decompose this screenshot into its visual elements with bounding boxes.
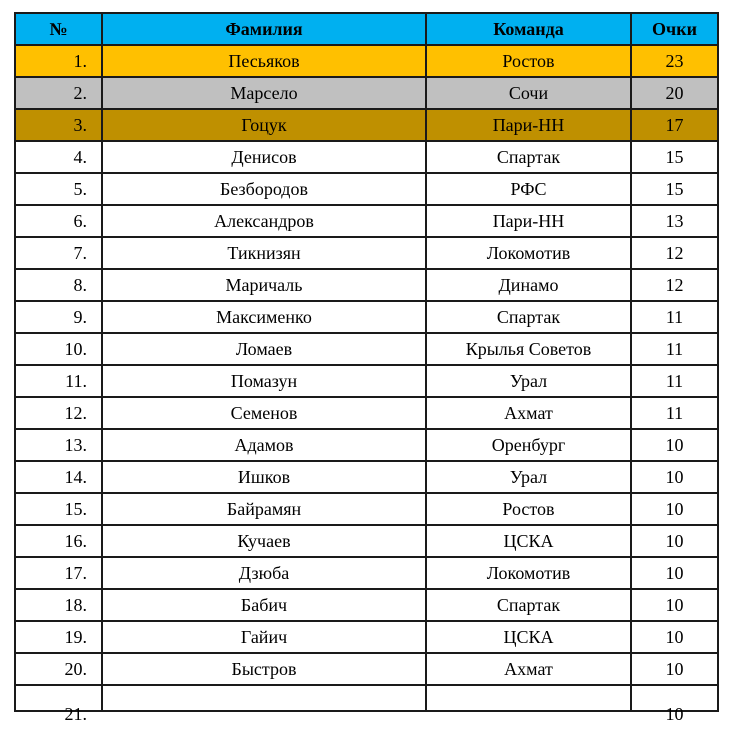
surname-cell: Максименко [102, 301, 426, 333]
surname-cell: Быстров [102, 653, 426, 685]
rank-cell: 1. [15, 45, 102, 77]
points-cell: 10 [631, 461, 718, 493]
rank-cell: 11. [15, 365, 102, 397]
table-row [15, 141, 718, 173]
table-row [15, 557, 718, 589]
rank-cell-text: 21. [64, 703, 87, 724]
surname-cell: Бабич [102, 589, 426, 621]
surname-cell: Гоцук [102, 109, 426, 141]
header-surname: Фамилия [102, 13, 426, 45]
table-row [15, 525, 718, 557]
table-row [15, 589, 718, 621]
rank-cell: 17. [15, 557, 102, 589]
rank-cell: 8. [15, 269, 102, 301]
table-row [15, 109, 718, 141]
scorers-table [14, 12, 719, 724]
rank-cell: 19. [15, 621, 102, 653]
surname-cell: Денисов [102, 141, 426, 173]
points-cell [631, 685, 718, 724]
rank-cell [15, 685, 102, 724]
team-cell: РФС [426, 173, 631, 205]
points-cell: 10 [631, 621, 718, 653]
points-cell: 11 [631, 397, 718, 429]
surname-cell: Песьяков [102, 45, 426, 77]
surname-cell: Гайич [102, 621, 426, 653]
rank-cell: 7. [15, 237, 102, 269]
surname-cell: Александров [102, 205, 426, 237]
team-cell: Урал [426, 365, 631, 397]
surname-cell: Семенов [102, 397, 426, 429]
header-number: № [15, 13, 102, 45]
surname-cell [102, 685, 426, 711]
table-row [15, 429, 718, 461]
team-cell: Оренбург [426, 429, 631, 461]
header-row [15, 13, 718, 45]
table-row [15, 621, 718, 653]
table-row [15, 45, 718, 77]
team-cell: Ростов [426, 45, 631, 77]
team-cell: Урал [426, 461, 631, 493]
rank-cell: 6. [15, 205, 102, 237]
team-cell: Ахмат [426, 653, 631, 685]
points-cell: 23 [631, 45, 718, 77]
rank-cell: 12. [15, 397, 102, 429]
points-cell: 12 [631, 269, 718, 301]
rank-cell: 15. [15, 493, 102, 525]
team-cell: Спартак [426, 301, 631, 333]
surname-cell: Адамов [102, 429, 426, 461]
points-cell: 10 [631, 653, 718, 685]
table-row [15, 237, 718, 269]
table-row [15, 653, 718, 685]
table-row [15, 333, 718, 365]
rank-cell: 5. [15, 173, 102, 205]
header-team: Команда [426, 13, 631, 45]
points-cell: 12 [631, 237, 718, 269]
surname-cell: Маричаль [102, 269, 426, 301]
team-cell: ЦСКА [426, 525, 631, 557]
table-row [15, 365, 718, 397]
table-row [15, 685, 718, 711]
surname-cell: Ломаев [102, 333, 426, 365]
rank-cell: 4. [15, 141, 102, 173]
table-row [15, 461, 718, 493]
points-cell: 11 [631, 365, 718, 397]
team-cell: Пари-НН [426, 109, 631, 141]
team-cell: Спартак [426, 589, 631, 621]
points-cell: 13 [631, 205, 718, 237]
rank-cell: 14. [15, 461, 102, 493]
surname-cell: Байрамян [102, 493, 426, 525]
surname-cell: Безбородов [102, 173, 426, 205]
points-cell: 15 [631, 173, 718, 205]
team-cell: Локомотив [426, 237, 631, 269]
rank-cell: 20. [15, 653, 102, 685]
team-cell: Спартак [426, 141, 631, 173]
surname-cell: Дзюба [102, 557, 426, 589]
points-cell: 10 [631, 557, 718, 589]
points-cell: 17 [631, 109, 718, 141]
table-row [15, 269, 718, 301]
rank-cell: 10. [15, 333, 102, 365]
rank-cell: 9. [15, 301, 102, 333]
team-cell [426, 685, 631, 711]
points-cell: 10 [631, 429, 718, 461]
points-cell: 20 [631, 77, 718, 109]
table-container [14, 12, 719, 724]
team-cell: Динамо [426, 269, 631, 301]
surname-cell: Помазун [102, 365, 426, 397]
points-cell: 10 [631, 493, 718, 525]
rank-cell: 13. [15, 429, 102, 461]
points-cell: 11 [631, 333, 718, 365]
table-row [15, 173, 718, 205]
team-cell: Сочи [426, 77, 631, 109]
surname-cell: Ишков [102, 461, 426, 493]
table-row [15, 301, 718, 333]
points-cell: 15 [631, 141, 718, 173]
rank-cell: 2. [15, 77, 102, 109]
table-row [15, 397, 718, 429]
header-points: Очки [631, 13, 718, 45]
team-cell: Локомотив [426, 557, 631, 589]
rank-cell: 18. [15, 589, 102, 621]
points-cell: 10 [631, 589, 718, 621]
points-cell: 10 [631, 525, 718, 557]
table-row [15, 493, 718, 525]
rank-cell: 3. [15, 109, 102, 141]
team-cell: ЦСКА [426, 621, 631, 653]
table-row [15, 77, 718, 109]
team-cell: Ростов [426, 493, 631, 525]
points-cell: 11 [631, 301, 718, 333]
surname-cell: Марсело [102, 77, 426, 109]
table-row [15, 205, 718, 237]
team-cell: Ахмат [426, 397, 631, 429]
surname-cell: Кучаев [102, 525, 426, 557]
team-cell: Пари-НН [426, 205, 631, 237]
surname-cell: Тикнизян [102, 237, 426, 269]
rank-cell: 16. [15, 525, 102, 557]
points-cell-text: 10 [665, 703, 684, 724]
table-body [15, 45, 718, 724]
team-cell: Крылья Советов [426, 333, 631, 365]
